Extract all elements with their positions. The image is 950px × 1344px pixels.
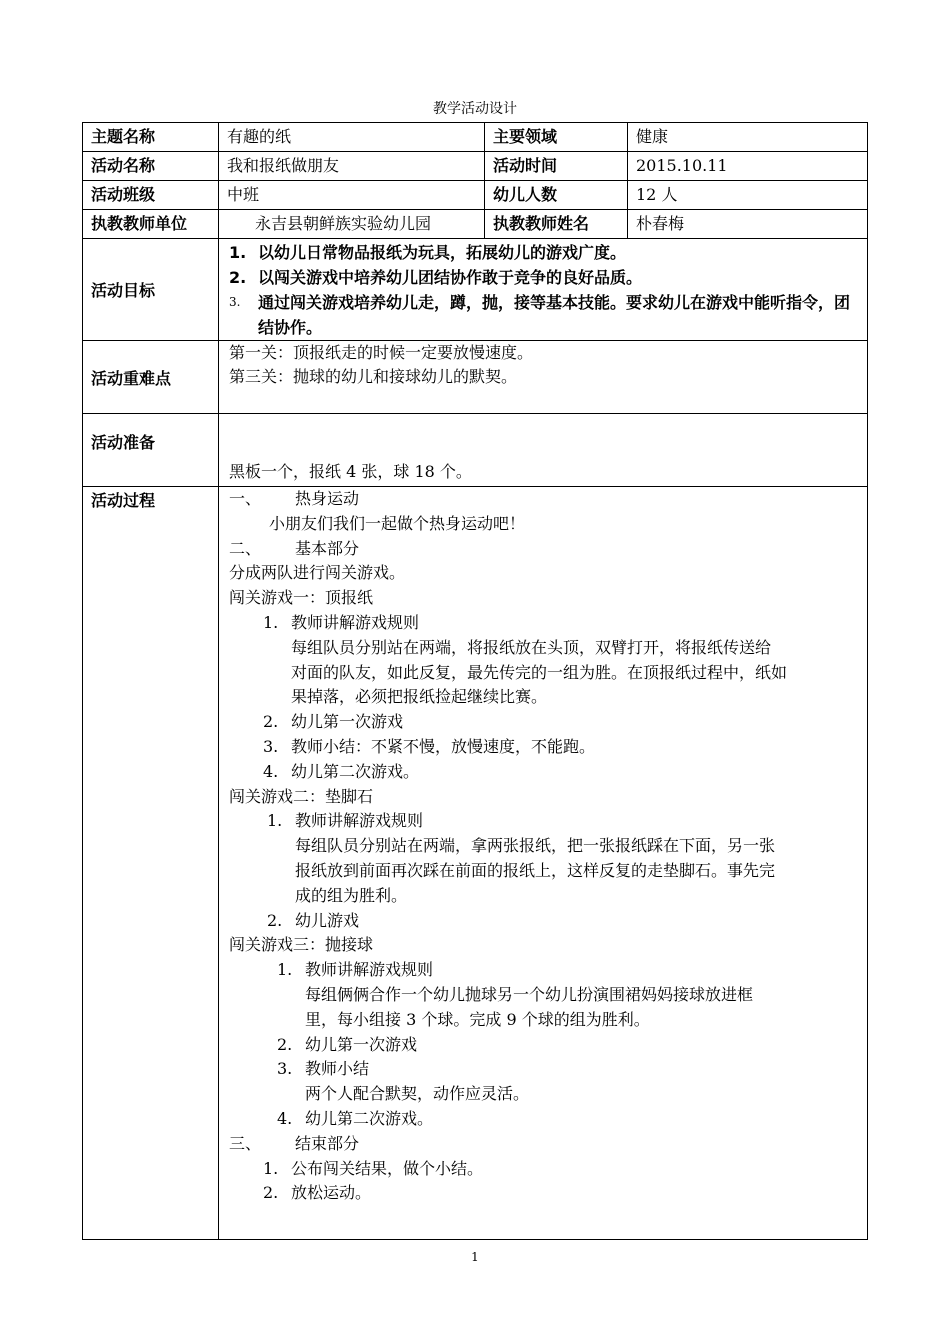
rule-line: 报纸放到前面再次踩在前面的报纸上，这样反复的走垫脚石。事先完: [295, 860, 776, 880]
goal-number: 2.: [229, 268, 247, 287]
domain-label: 主要领域: [485, 123, 628, 152]
rule-line: 成的组为胜利。: [295, 885, 408, 905]
goal-text: 以幼儿日常物品报纸为玩具，拓展幼儿的游戏广度。: [258, 243, 627, 262]
step-number: 1.: [263, 1158, 279, 1178]
row-preparation: [83, 414, 868, 487]
process-line: 小朋友们我们一起做个热身运动吧！: [269, 513, 526, 533]
row-activity: [83, 152, 868, 181]
key-point-line: 第三关：抛球的幼儿和接球幼儿的默契。: [229, 367, 518, 386]
section-number: 一、: [229, 489, 262, 508]
game-step: [229, 1033, 867, 1058]
step-number: 4.: [263, 761, 279, 781]
step-number: 2.: [277, 1034, 293, 1054]
goal-item: [229, 290, 861, 340]
preparation-cell: [219, 414, 868, 487]
game-step: [229, 735, 867, 760]
class-value: 中班: [219, 181, 485, 210]
section-title: 结束部分: [295, 1133, 360, 1153]
rule-line: 里，每小组接 3 个球。完成 9 个球的组为胜利。: [305, 1009, 650, 1029]
section-title: 基本部分: [295, 538, 360, 558]
step-number: 3.: [277, 1059, 293, 1079]
section-number: 二、: [229, 538, 262, 558]
page-number: 1: [471, 1250, 479, 1264]
rule-line: 果掉落，必须把报纸捡起继续比赛。: [291, 687, 548, 707]
game-step: [229, 958, 867, 983]
unit-value: 永吉县朝鲜族实验幼儿园: [219, 210, 485, 239]
step-number: 4.: [277, 1108, 293, 1128]
preparation-text: 黑板一个，报纸 4 张，球 18 个。: [229, 462, 472, 481]
page-title: 教学活动设计: [433, 101, 517, 117]
row-goals: [83, 239, 868, 341]
teacher-value: 朴春梅: [628, 210, 868, 239]
teacher-label: 执教教师姓名: [485, 210, 628, 239]
step-number: 2.: [263, 712, 279, 732]
step-text: 公布闯关结果，做个小结。: [291, 1158, 484, 1178]
step-text: 教师讲解游戏规则: [295, 811, 424, 831]
step-text: 教师讲解游戏规则: [305, 960, 434, 980]
row-teacher: [83, 210, 868, 239]
key-points-cell: [219, 341, 868, 414]
step-text: 教师小结: [305, 1059, 370, 1079]
key-point-line: 第一关：顶报纸走的时候一定要放慢速度。: [229, 343, 534, 362]
game-step: [229, 809, 867, 834]
theme-label: 主题名称: [83, 123, 219, 152]
step-number: 1.: [263, 612, 279, 632]
row-process: [83, 487, 868, 1240]
goal-number: 1.: [229, 243, 247, 262]
row-theme: [83, 123, 868, 152]
activity-design-table: [82, 122, 868, 1240]
goal-item: [229, 265, 861, 290]
theme-value: 有趣的纸: [219, 123, 485, 152]
count-value: 12 人: [628, 181, 868, 210]
step-text: 教师讲解游戏规则: [291, 612, 420, 632]
goals-cell: [219, 239, 868, 341]
section-heading: [229, 1132, 867, 1157]
step-number: 1.: [277, 960, 293, 980]
section-title: 热身运动: [295, 489, 360, 508]
count-label: 幼儿人数: [485, 181, 628, 210]
game-title: 闯关游戏一：顶报纸: [229, 588, 374, 608]
row-key-points: [83, 341, 868, 414]
game-step: [229, 611, 867, 636]
time-label: 活动时间: [485, 152, 628, 181]
activity-label: 活动名称: [83, 152, 219, 181]
closing-step: [229, 1157, 867, 1182]
process-label: 活动过程: [83, 487, 219, 1240]
section-heading: [229, 537, 867, 562]
goal-number: 3.: [229, 295, 241, 309]
step-text: 幼儿第二次游戏。: [305, 1108, 434, 1128]
game-step: [229, 710, 867, 735]
game-step: [229, 1057, 867, 1082]
unit-label: 执教教师单位: [83, 210, 219, 239]
goal-item: [229, 240, 861, 265]
row-class: [83, 181, 868, 210]
rule-line: 对面的队友，如此反复，最先传完的一组为胜。在顶报纸过程中，纸如: [291, 662, 788, 682]
rule-line: 每组队员分别站在两端，拿两张报纸，把一张报纸踩在下面，另一张: [295, 836, 776, 856]
game-step: [229, 1107, 867, 1132]
time-value: 2015.10.11: [628, 152, 868, 181]
activity-value: 我和报纸做朋友: [219, 152, 485, 181]
game-title: 闯关游戏三：抛接球: [229, 935, 374, 955]
class-label: 活动班级: [83, 181, 219, 210]
domain-value: 健康: [628, 123, 868, 152]
step-text: 教师小结：不紧不慢，放慢速度，不能跑。: [291, 736, 596, 756]
step-number: 1.: [267, 811, 283, 831]
rule-line: 每组队员分别站在两端，将报纸放在头顶，双臂打开，将报纸传送给: [291, 637, 772, 657]
closing-step: [229, 1181, 867, 1206]
goal-text: 以闯关游戏中培养幼儿团结协作敢于竞争的良好品质。: [258, 268, 643, 287]
key-points-label: 活动重难点: [83, 341, 219, 414]
game-title: 闯关游戏二：垫脚石: [229, 786, 374, 806]
goals-label: 活动目标: [83, 239, 219, 341]
step-text: 幼儿第一次游戏: [305, 1034, 418, 1054]
process-line: 分成两队进行闯关游戏。: [229, 563, 406, 583]
step-text: 放松运动。: [291, 1183, 372, 1203]
section-heading: [229, 487, 867, 512]
goal-text: 通过闯关游戏培养幼儿走，蹲，抛，接等基本技能。要求幼儿在游戏中能听指令，团结协作。: [258, 293, 851, 337]
step-text: 幼儿游戏: [295, 910, 360, 930]
preparation-label: 活动准备: [83, 414, 219, 487]
rule-line: 每组俩俩合作一个幼儿抛球另一个幼儿扮演围裙妈妈接球放进框: [305, 984, 754, 1004]
section-number: 三、: [229, 1133, 262, 1153]
step-text: 幼儿第二次游戏。: [291, 761, 420, 781]
step-number: 3.: [263, 736, 279, 756]
summary-line: 两个人配合默契，动作应灵活。: [305, 1084, 530, 1104]
game-step: [229, 909, 867, 934]
step-number: 2.: [267, 910, 283, 930]
game-step: [229, 760, 867, 785]
step-number: 2.: [263, 1183, 279, 1203]
process-cell: [219, 487, 868, 1240]
step-text: 幼儿第一次游戏: [291, 712, 404, 732]
